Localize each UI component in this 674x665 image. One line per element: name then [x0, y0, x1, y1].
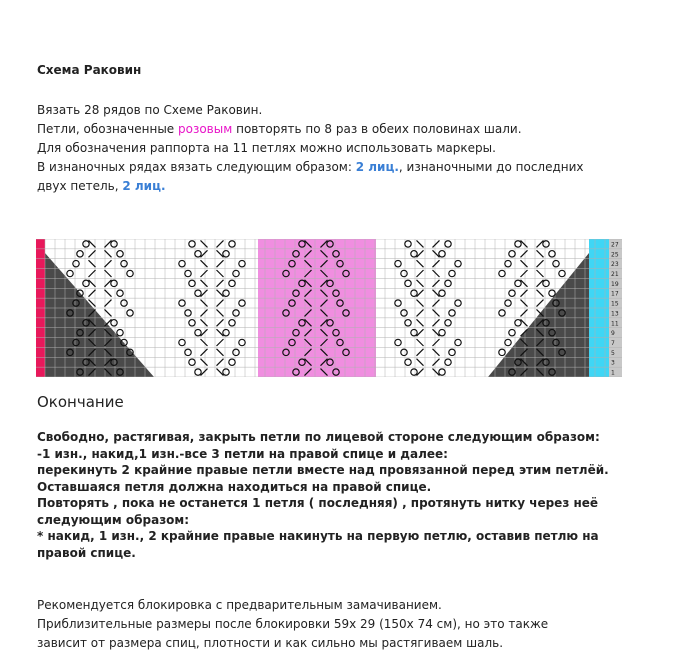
row-number-label: 17	[611, 290, 619, 298]
finish-line: Оставшаяся петля должна находиться на правой спице.	[37, 479, 432, 494]
pink-word: розовым	[178, 122, 233, 136]
section-heading: Окончание	[37, 393, 124, 411]
finish-instructions	[37, 429, 647, 561]
finish-line: перекинуть 2 крайние правые петли вместе над провязанной перед этим петлёй.	[37, 463, 609, 477]
row-number-label: 9	[611, 330, 615, 338]
knitting-chart	[36, 239, 622, 377]
intro-line-1: Вязать 28 рядов по Схеме Раковин.	[37, 103, 263, 117]
outro-line: Приблизительные размеры после блокировки 59х 29 (150х 74 см), но это также	[37, 617, 549, 631]
intro-line-2: Петли, обозначенные розовым повторять по 8 раз в обеих половинах шали.	[37, 122, 522, 136]
outro-line: зависит от размера спиц, плотности и как сильно мы растягиваем шаль.	[37, 636, 504, 650]
intro-text	[37, 101, 584, 196]
schema-title: Схема Раковин	[37, 63, 142, 77]
row-number-label: 19	[611, 280, 619, 288]
blue-knit-2-end: 2 лиц.	[122, 179, 166, 193]
row-number-label: 1	[611, 369, 615, 377]
finish-line: правой спице.	[37, 545, 136, 560]
blue-knit-2: 2 лиц.	[355, 160, 399, 174]
outro-text	[37, 596, 647, 653]
row-number-label: 27	[611, 241, 619, 249]
row-number-label: 3	[611, 359, 615, 367]
row-number-label: 13	[611, 310, 619, 318]
finish-line: Повторять , пока не останется 1 петля ( последняя) , протянуть нитку через неё	[37, 496, 599, 510]
finish-line: -1 изн., накид,1 изн.-все 3 петли на правой спице и далее:	[37, 446, 448, 461]
finish-line: * накид, 1 изн., 2 крайние правые накинуть на первую петлю, оставив петлю на	[37, 529, 599, 543]
intro-line-5: двух петель, 2 лиц.	[37, 179, 166, 193]
row-number-label: 25	[611, 251, 619, 259]
row-number-label: 11	[611, 320, 619, 328]
row-number-label: 21	[611, 271, 619, 278]
intro-line-4: В изнаночных рядах вязать следующим образом: 2 лиц., изнаночными до последних	[37, 160, 584, 174]
outro-line: Рекомендуется блокировка с предварительным замачиванием.	[37, 598, 442, 612]
finish-line: Свободно, растягивая, закрыть петли по лицевой стороне следующим образом:	[37, 430, 600, 444]
intro-line-3: Для обозначения раппорта на 11 петлях можно использовать маркеры.	[37, 141, 496, 155]
row-number-label: 15	[611, 300, 619, 308]
finish-line: следующим образом:	[37, 512, 190, 527]
row-number-label: 7	[611, 340, 615, 347]
row-number-label: 23	[611, 261, 619, 269]
row-number-label: 5	[611, 349, 615, 357]
